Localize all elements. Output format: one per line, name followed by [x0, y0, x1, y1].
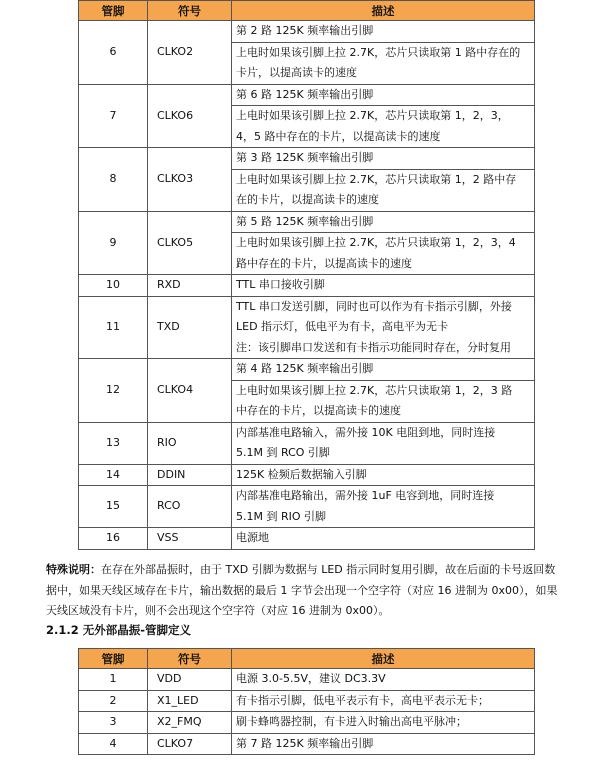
section-heading: 2.1.2 无外部晶振-管脚定义 [46, 623, 192, 637]
description-line: 第 5 路 125K 频率输出引脚 [232, 212, 534, 234]
description-line: 第 4 路 125K 频率输出引脚 [232, 359, 534, 381]
pin-number: 3 [79, 712, 148, 734]
pin-symbol: CLKO5 [148, 211, 232, 275]
pin-number: 16 [79, 528, 148, 550]
table-row [79, 464, 535, 486]
pin-symbol: CLKO4 [148, 359, 232, 423]
pin-number: 11 [79, 296, 148, 359]
description-line: 上电时如果该引脚上拉 2.7K，芯片只读取第 1，2，3 路 [236, 383, 513, 397]
description-line: 路中存在的卡片，以提高读卡的速度 [236, 256, 412, 270]
pin-symbol: RIO [148, 422, 232, 464]
table-row [79, 422, 535, 464]
pin-symbol: CLKO3 [148, 148, 232, 212]
header-description: 描述 [232, 649, 535, 669]
description-line: 5.1M 到 RIO 引脚 [236, 509, 327, 523]
pin-symbol: CLKO2 [148, 21, 232, 85]
description-line: TTL 串口发送引脚，同时也可以作为有卡指示引脚，外接 [236, 299, 512, 313]
note-label: 特殊说明： [46, 563, 101, 576]
pin-number: 15 [79, 486, 148, 528]
description-line: 注：该引脚串口发送和有卡指示功能同时存在，分时复用 [236, 340, 511, 354]
table-row [79, 528, 535, 550]
pin-description [232, 359, 535, 423]
pin-symbol: CLKO7 [148, 733, 232, 755]
pin-number: 7 [79, 84, 148, 148]
description-line: 上电时如果该引脚上拉 2.7K，芯片只读取第 1，2，3， [236, 109, 509, 122]
pin-number: 1 [79, 669, 148, 691]
pin-description [232, 712, 535, 734]
pin-symbol: X1_LED [148, 690, 232, 712]
pin-number: 13 [79, 422, 148, 464]
table-row [79, 690, 535, 712]
description-line: 第 6 路 125K 频率输出引脚 [232, 85, 534, 107]
description-line: 刷卡蜂鸣器控制，有卡进入时输出高电平脉冲； [236, 715, 467, 728]
pin-symbol: VSS [148, 528, 232, 550]
table-row [79, 211, 535, 275]
header-pin: 管脚 [79, 1, 148, 21]
description-line: 内部基准电路输出，需外接 1uF 电容到地，同时连接 [236, 489, 495, 502]
pin-description [232, 528, 535, 550]
pin-symbol: RXD [148, 275, 232, 297]
pin-number: 8 [79, 148, 148, 212]
pin-symbol: TXD [148, 296, 232, 359]
pin-number: 2 [79, 690, 148, 712]
pin-symbol: VDD [148, 669, 232, 691]
pin-description [232, 669, 535, 691]
pin-description [232, 148, 535, 212]
table-row [79, 712, 535, 734]
table-row [79, 486, 535, 528]
pin-number: 4 [79, 733, 148, 755]
description-line: 中存在的卡片，以提高读卡的速度 [236, 404, 401, 417]
pin-number: 12 [79, 359, 148, 423]
pin-description [232, 211, 535, 275]
header-symbol: 符号 [148, 649, 232, 669]
pin-description [232, 275, 535, 297]
pin-table-external-crystal [78, 0, 535, 550]
pin-symbol: X2_FMQ [148, 712, 232, 734]
pin-table-no-crystal [78, 648, 535, 755]
pin-number: 6 [79, 21, 148, 85]
description-line: 上电时如果该引脚上拉 2.7K，芯片只读取第 1 路中存在的 [236, 45, 521, 59]
description-line: 上电时如果该引脚上拉 2.7K，芯片只读取第 1，2 路中存 [236, 172, 517, 186]
table-row [79, 21, 535, 85]
table-row [79, 669, 535, 691]
description-line: 第 7 路 125K 频率输出引脚 [236, 736, 374, 750]
table-header-row [79, 649, 535, 669]
table-row [79, 84, 535, 148]
description-line: 4，5 路中存在的卡片，以提高读卡的速度 [236, 129, 441, 143]
pin-symbol: RCO [148, 486, 232, 528]
pin-description [232, 422, 535, 464]
description-line: LED 指示灯，低电平为有卡，高电平为无卡 [236, 320, 449, 333]
description-line: 5.1M 到 RCO 引脚 [236, 446, 330, 459]
description-line: 上电时如果该引脚上拉 2.7K，芯片只读取第 1，2，3，4 [236, 236, 516, 249]
pin-number: 9 [79, 211, 148, 275]
description-line: 第 3 路 125K 频率输出引脚 [232, 148, 534, 170]
pin-symbol: CLKO6 [148, 84, 232, 148]
description-line: 有卡指示引脚，低电平表示有卡，高电平表示无卡； [236, 693, 489, 707]
pin-description [232, 486, 535, 528]
description-line: TTL 串口接收引脚 [236, 278, 325, 291]
special-note [46, 560, 566, 622]
pin-description [232, 464, 535, 486]
pin-symbol: DDIN [148, 464, 232, 486]
pin-description [232, 21, 535, 85]
description-line: 电源地 [236, 531, 269, 544]
description-line: 卡片，以提高读卡的速度 [236, 66, 357, 79]
table-row [79, 359, 535, 423]
description-line: 在的卡片，以提高读卡的速度 [236, 193, 379, 206]
pin-number: 14 [79, 464, 148, 486]
header-pin: 管脚 [79, 649, 148, 669]
description-line: 电源 3.0-5.5V，建议 DC3.3V [236, 672, 386, 685]
description-line: 第 2 路 125K 频率输出引脚 [232, 21, 534, 43]
header-symbol: 符号 [148, 1, 232, 21]
table-row [79, 296, 535, 359]
table-row [79, 275, 535, 297]
description-line: 125K 检频后数据输入引脚 [236, 467, 367, 481]
table-row [79, 148, 535, 212]
note-text: 在存在外部晶振时，由于 TXD 引脚为数据与 LED 指示同时复用引脚，故在后面的卡号返回数据中，如果天线区域存在卡片，输出数据的最后 1 字节会出现一个空字符（对应 16 进制为 0x00），如果天线区域没有卡片，则不会出现这个空字符（对应 16 进制为 0x00）。 [46, 563, 558, 617]
pin-description [232, 733, 535, 755]
pin-number: 10 [79, 275, 148, 297]
pin-description [232, 690, 535, 712]
pin-description [232, 84, 535, 148]
table-row [79, 733, 535, 755]
header-description: 描述 [232, 1, 535, 21]
table-header-row [79, 1, 535, 21]
description-line: 内部基准电路输入，需外接 10K 电阻到地，同时连接 [236, 425, 496, 439]
pin-description [232, 296, 535, 359]
